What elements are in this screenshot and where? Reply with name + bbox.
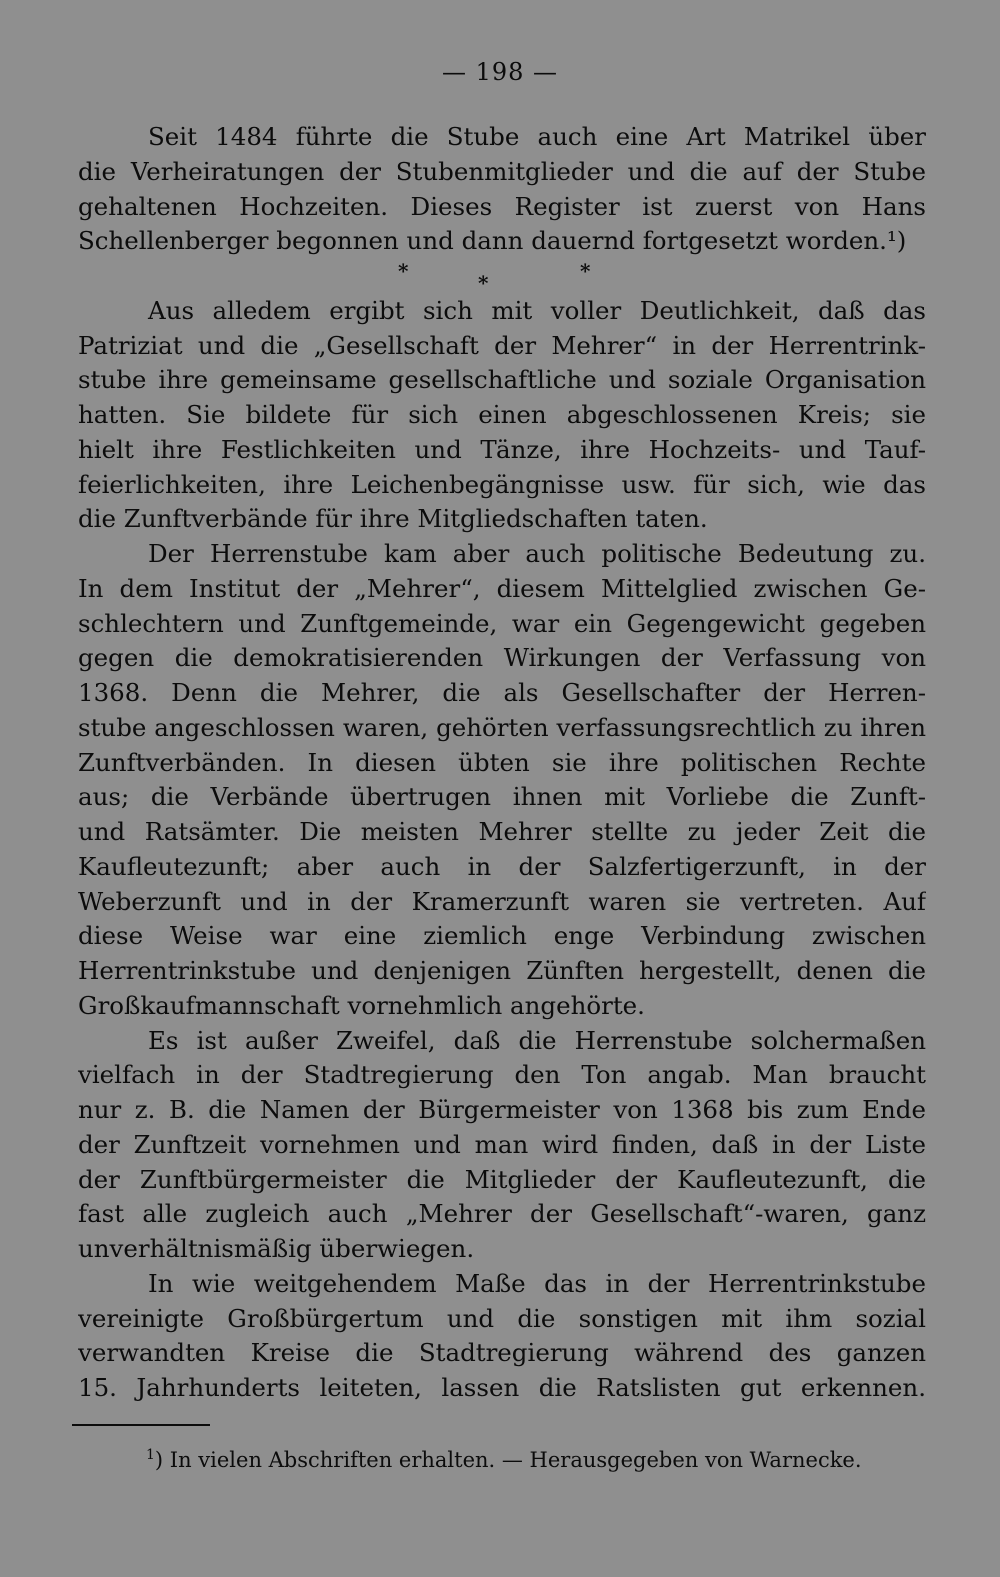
text-line: Der Herrenstube kam aber auch politische Bedeutung zu. — [148, 539, 926, 568]
text-line: unverhältnismäßig überwiegen. — [78, 1234, 475, 1263]
text-line: Es ist außer Zweifel, daß die Herrenstube solchermaßen — [148, 1025, 926, 1055]
text-line: stube angeschlossen waren, gehörten verfassungsrechtlich zu ihren — [78, 712, 926, 742]
text-line: Zunftverbänden. In diesen übten sie ihre politischen Rechte — [78, 747, 926, 777]
text-line: der Zunftzeit vornehmen und man wird finden, daß in der Liste — [78, 1129, 926, 1159]
text-line: schlechtern und Zunftgemeinde, war ein Gegengewicht gegeben — [78, 608, 926, 638]
page-number: — 198 — — [441, 58, 559, 86]
text-line: der Zunftbürgermeister die Mitglieder der Kaufleutezunft, die — [78, 1164, 926, 1194]
text-line: diese Weise war eine ziemlich enge Verbindung zwischen — [78, 921, 926, 951]
text-line: hielt ihre Festlichkeiten und Tänze, ihre Hochzeits- und Tauf- — [78, 434, 926, 464]
text-line: Herrentrinkstube und denjenigen Zünften hergestellt, denen die — [78, 956, 926, 985]
footnote-text: ) In vielen Abschriften erhalten. — Herausgegeben von Warnecke. — [154, 1448, 862, 1472]
text-line: Seit 1484 führte die Stube auch eine Art Matrikel über — [148, 122, 926, 151]
body-text — [78, 120, 926, 1406]
text-line: verwandten Kreise die Stadtregierung während des ganzen — [78, 1338, 926, 1368]
text-line: 15. Jahrhunderts leiteten, lassen die Ratslisten gut erkennen. — [78, 1373, 926, 1402]
text-line: fast alle zugleich auch „Mehrer der Gesellschaft“-waren, ganz — [78, 1199, 926, 1229]
text-line: Weberzunft und in der Kramerzunft waren sie vertreten. Auf — [78, 886, 926, 916]
text-line: stube ihre gemeinsame gesellschaftliche und soziale Organisation — [78, 365, 926, 395]
text-line: Kaufleutezunft; aber auch in der Salzfertigerzunft, in der — [78, 851, 926, 881]
section-break — [78, 259, 926, 294]
footnote-divider — [72, 1424, 210, 1426]
text-line: die Zunftverbände für ihre Mitgliedschaften taten. — [78, 504, 708, 534]
text-line: feierlichkeiten, ihre Leichenbegängnisse usw. für sich, wie das — [78, 469, 926, 499]
text-line: In wie weitgehendem Maße das in der Herrentrinkstube — [148, 1268, 926, 1298]
text-line: Aus alledem ergibt sich mit voller Deutlichkeit, daß das — [148, 295, 926, 325]
footnote — [146, 1444, 862, 1476]
text-line: hatten. Sie bildete für sich einen abgeschlossenen Kreis; sie — [78, 400, 926, 429]
asterisk-ornament: * — [580, 259, 591, 283]
text-line: Großkaufmannschaft vornehmlich angehörte. — [78, 990, 645, 1020]
text-line: aus; die Verbände übertrugen ihnen mit Vorliebe die Zunft- — [78, 782, 926, 812]
text-line: Patriziat und die „Gesellschaft der Mehrer“ in der Herrentrink- — [78, 330, 926, 360]
text-line: vielfach in der Stadtregierung den Ton angab. Man braucht — [78, 1060, 926, 1090]
text-line: 1368. Denn die Mehrer, die als Gesellschafter der Herren- — [78, 678, 926, 707]
text-line: gehaltenen Hochzeiten. Dieses Register ist zuerst von Hans — [78, 191, 926, 221]
text-line: In dem Institut der „Mehrer“, diesem Mittelglied zwischen Ge- — [78, 573, 926, 603]
text-line: nur z. B. die Namen der Bürgermeister von 1368 bis zum Ende — [78, 1095, 926, 1124]
text-line: vereinigte Großbürgertum und die sonstigen mit ihm sozial — [78, 1303, 926, 1333]
asterisk-ornament: * — [398, 259, 409, 283]
text-line: und Ratsämter. Die meisten Mehrer stellte zu jeder Zeit die — [78, 817, 926, 846]
footnote-marker: 1 — [146, 1447, 155, 1463]
text-line: gegen die demokratisierenden Wirkungen der Verfassung von — [78, 643, 926, 673]
text-line: die Verheiratungen der Stubenmitglieder und die auf der Stube — [78, 156, 926, 186]
text-line: Schellenberger begonnen und dann dauernd fortgesetzt worden.¹) — [78, 226, 907, 256]
asterisk-ornament: * — [478, 271, 489, 295]
